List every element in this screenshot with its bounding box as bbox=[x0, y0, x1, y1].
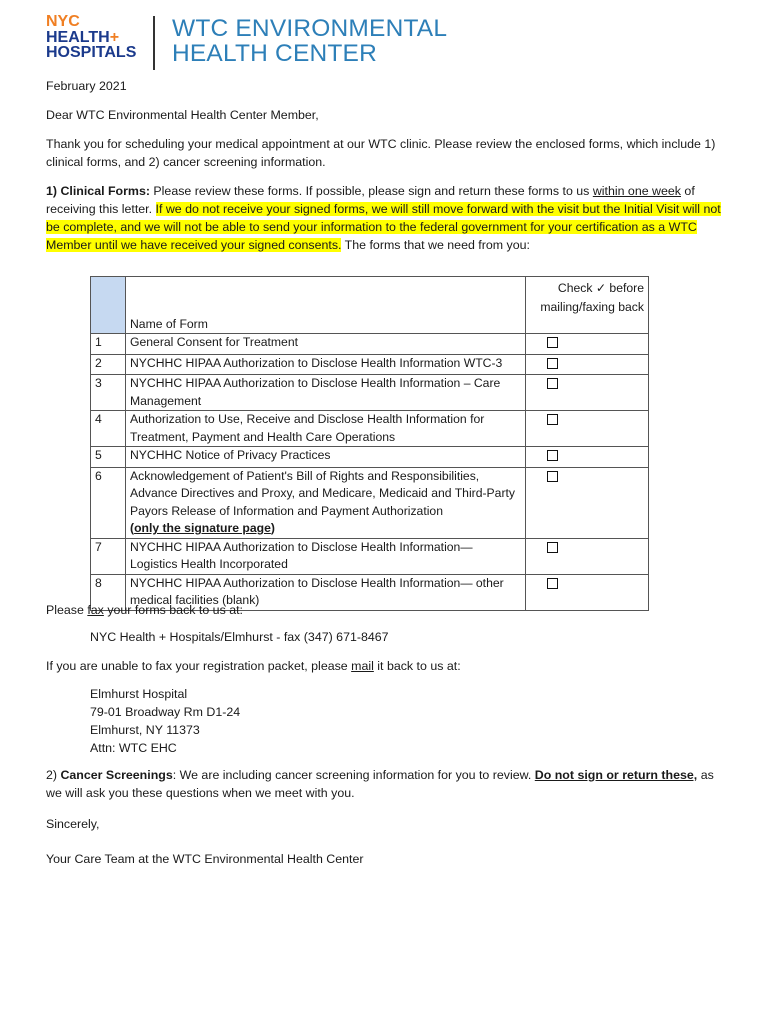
logo-line-hospitals: HOSPITALS bbox=[46, 44, 137, 61]
do-not-sign-warning: Do not sign or return these, bbox=[534, 768, 698, 782]
table-row bbox=[91, 467, 649, 538]
table-row bbox=[91, 447, 649, 468]
logo-divider bbox=[153, 16, 155, 70]
row-number: 7 bbox=[91, 538, 126, 574]
form-name: NYCHHC HIPAA Authorization to Disclose Health Information— Logistics Health Incorporated bbox=[126, 538, 526, 574]
mail-instruction: If you are unable to fax your registration packet, please mail it back to us at: bbox=[46, 659, 461, 673]
form-name: NYCHHC Notice of Privacy Practices bbox=[126, 447, 526, 468]
table-header-row bbox=[91, 277, 649, 334]
salutation: Dear WTC Environmental Health Center Member, bbox=[46, 108, 319, 122]
row-number: 4 bbox=[91, 411, 126, 447]
clinical-forms-paragraph: 1) Clinical Forms: Please review these forms. If possible, please sign and return these forms to us within one week of receiving this letter. If we do not receive your signed forms, we will still move forward with the visit but the Initial Visit will not be complete, and we will not be able to send your information to the federal government for your certification as a WTC Member until we have received your signed consents. The forms that we need from you: bbox=[46, 184, 721, 252]
form-name: NYCHHC HIPAA Authorization to Disclose Health Information – Care Management bbox=[126, 375, 526, 411]
cancer-screening-paragraph: 2) Cancer Screenings: We are including cancer screening information for you to review. Do not sign or return these, as we will ask you these questions when we meet with you. bbox=[46, 768, 714, 800]
row-number: 3 bbox=[91, 375, 126, 411]
checkbox[interactable] bbox=[547, 471, 558, 482]
header-number-cell bbox=[91, 277, 126, 334]
table-row bbox=[91, 538, 649, 574]
form-name: Acknowledgement of Patient's Bill of Rights and Responsibilities, Advance Directives and Proxy, and Medicare, Medicaid and Third-Party Payors Release of Information and Payment Authorization (only the signature page) bbox=[126, 467, 526, 538]
row-number: 1 bbox=[91, 334, 126, 355]
form-name: NYCHHC HIPAA Authorization to Disclose Health Information— other medical facilities (blank) bbox=[126, 574, 526, 610]
logo-line-health: HEALTH+ bbox=[46, 28, 120, 46]
closing: Sincerely, bbox=[46, 817, 100, 831]
center-title-line1: WTC ENVIRONMENTAL bbox=[172, 15, 448, 42]
signature-page-note: (only the signature page) bbox=[130, 521, 275, 535]
form-name: NYCHHC HIPAA Authorization to Disclose Health Information WTC-3 bbox=[126, 354, 526, 375]
table-row bbox=[91, 375, 649, 411]
logo-plus: + bbox=[109, 28, 120, 46]
form-name: General Consent for Treatment bbox=[126, 334, 526, 355]
checkbox[interactable] bbox=[547, 414, 558, 425]
checkbox[interactable] bbox=[547, 358, 558, 369]
within-one-week: within one week bbox=[592, 184, 681, 198]
row-number: 5 bbox=[91, 447, 126, 468]
checkbox[interactable] bbox=[547, 378, 558, 389]
nyc-health-hospitals-logo bbox=[46, 14, 136, 61]
fax-number: NYC Health + Hospitals/Elmhurst - fax (347) 671-8467 bbox=[90, 630, 389, 644]
checkbox[interactable] bbox=[547, 578, 558, 589]
row-number: 2 bbox=[91, 354, 126, 375]
row-number: 6 bbox=[91, 467, 126, 538]
mailing-address: Elmhurst Hospital 79-01 Broadway Rm D1-24 Elmhurst, NY 11373 Attn: WTC EHC bbox=[90, 687, 241, 755]
form-name: Authorization to Use, Receive and Disclose Health Information for Treatment, Payment and Health Care Operations bbox=[126, 411, 526, 447]
checkbox[interactable] bbox=[547, 542, 558, 553]
forms-table bbox=[90, 276, 649, 611]
table-row bbox=[91, 354, 649, 375]
clinical-forms-label: 1) Clinical Forms: bbox=[46, 184, 150, 198]
row-number: 8 bbox=[91, 574, 126, 610]
checkbox[interactable] bbox=[547, 337, 558, 348]
header-name-cell: Name of Form bbox=[126, 277, 526, 334]
highlighted-warning: If we do not receive your signed forms, we will still move forward with the visit but the Initial Visit will not be complete, and we will not be able to send your information to the federal government for your certification as a WTC Member until we have received your signed consents. bbox=[46, 202, 721, 252]
table-row bbox=[91, 411, 649, 447]
fax-instruction: Please fax your forms back to us at: bbox=[46, 603, 243, 617]
checkbox[interactable] bbox=[547, 450, 558, 461]
letter-date: February 2021 bbox=[46, 79, 127, 93]
logo-line-nyc: NYC bbox=[46, 13, 80, 30]
intro-paragraph: Thank you for scheduling your medical appointment at our WTC clinic. Please review the enclosed forms, which include 1) clinical forms, and 2) cancer screening information. bbox=[46, 137, 716, 169]
table-row bbox=[91, 334, 649, 355]
signature-line: Your Care Team at the WTC Environmental Health Center bbox=[46, 852, 364, 866]
center-title bbox=[172, 16, 447, 66]
center-title-line2: HEALTH CENTER bbox=[172, 40, 377, 67]
header-check-cell: Check ✓ before mailing/faxing back bbox=[526, 277, 649, 334]
